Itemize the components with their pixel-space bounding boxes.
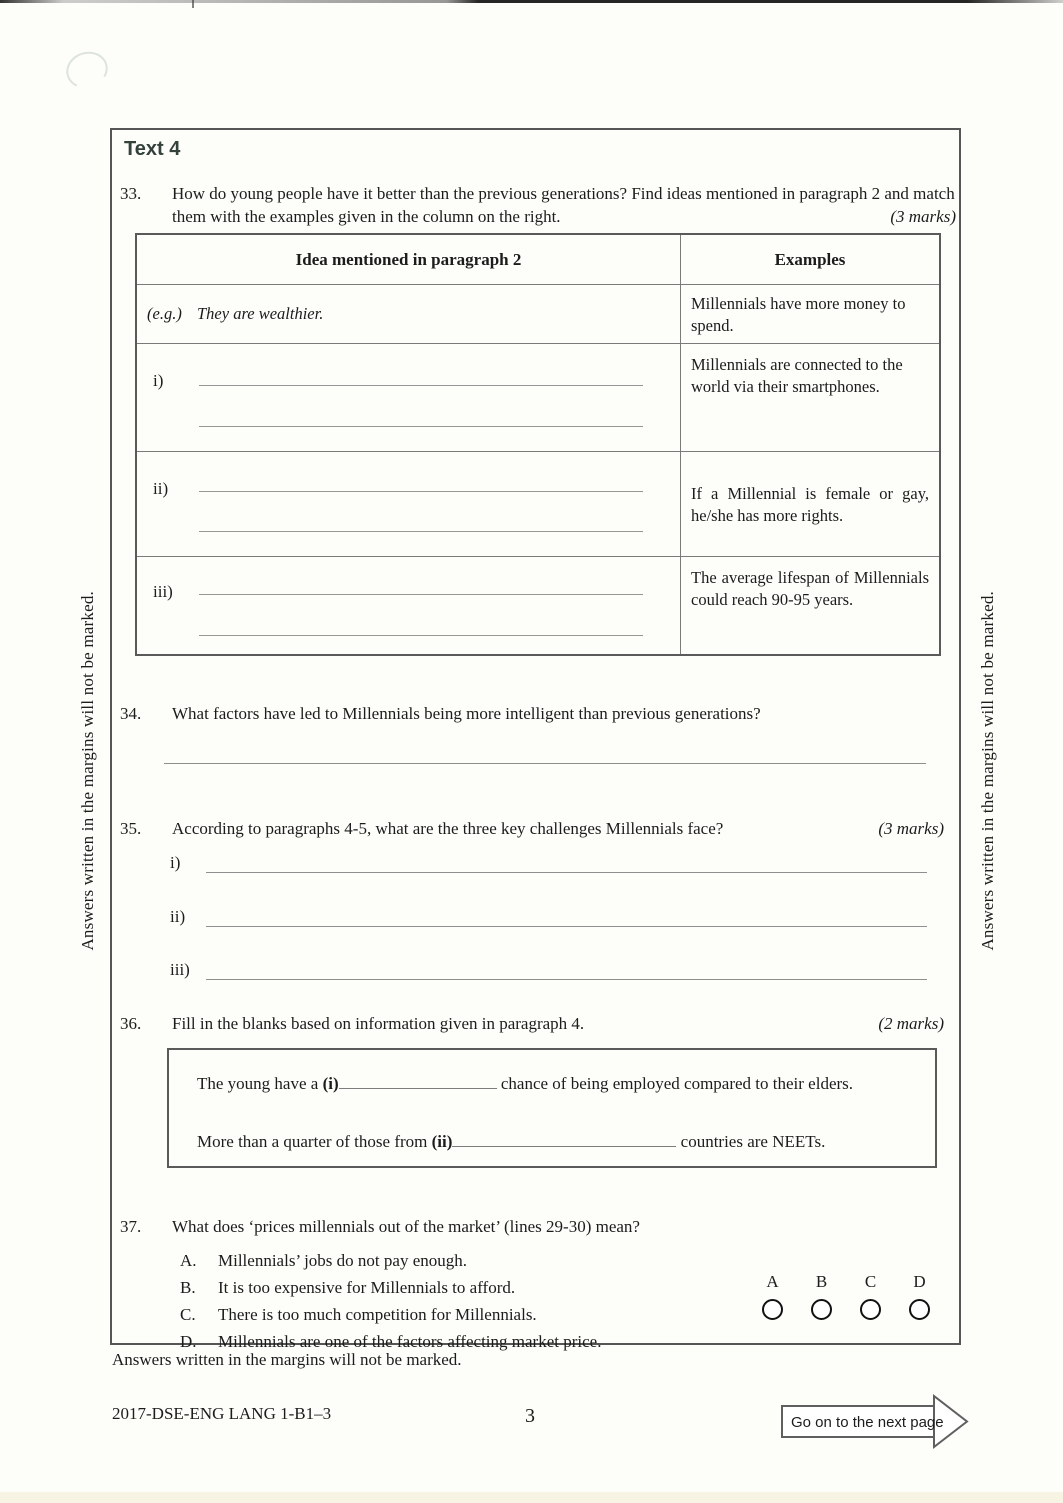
answer-line[interactable] xyxy=(164,763,926,764)
section-title: Text 4 xyxy=(124,138,181,160)
table-header-examples xyxy=(680,235,939,284)
question-37-options xyxy=(180,1247,740,1355)
answer-line[interactable] xyxy=(206,959,927,980)
question-36 xyxy=(120,1012,958,1035)
bubble-column-b xyxy=(797,1272,846,1320)
option-b-text: It is too expensive for Millennials to afford. xyxy=(218,1278,516,1297)
row-eg-idea-text: They are wealthier. xyxy=(197,304,324,323)
row-eg-example-text: Millennials have more money to spend. xyxy=(691,294,906,335)
table-row-ii-example xyxy=(680,451,939,556)
question-34-number: 34. xyxy=(120,704,142,723)
table-header-idea xyxy=(137,235,680,284)
question-37 xyxy=(120,1215,958,1238)
answer-line[interactable] xyxy=(206,906,927,927)
scan-bottom-strip xyxy=(0,1492,1063,1503)
table-row-iii-idea xyxy=(137,556,680,654)
bubble-label-c: C xyxy=(864,1272,877,1291)
question-34-text: What factors have led to Millennials being more intelligent than previous generations? xyxy=(172,704,761,723)
question-36-number: 36. xyxy=(120,1014,142,1033)
scan-tick-mark xyxy=(192,0,194,8)
fill-line-2-post: countries are NEETs. xyxy=(676,1132,826,1151)
question-36-text: Fill in the blanks based on information given in paragraph 4. xyxy=(172,1014,585,1033)
margin-note-left-text: Answers written in the margins will not be marked. xyxy=(78,591,97,951)
row-ii-label: ii) xyxy=(153,479,169,498)
question-33-marks: (3 marks) xyxy=(890,207,956,226)
table-row-ii-idea xyxy=(137,451,680,556)
fill-line-2-pre: More than a quarter of those from xyxy=(197,1132,432,1151)
answer-line[interactable] xyxy=(199,531,643,532)
option-c-text: There is too much competition for Millennials. xyxy=(218,1305,537,1324)
blank-field-ii[interactable] xyxy=(452,1133,676,1147)
content-border-box xyxy=(110,128,961,1351)
question-35-number: 35. xyxy=(120,819,142,838)
option-c xyxy=(180,1301,740,1328)
margin-note-right xyxy=(976,585,1000,957)
bubble-label-a: A xyxy=(766,1272,779,1291)
answer-line[interactable] xyxy=(199,426,643,427)
paper-code: 2017-DSE-ENG LANG 1-B1–3 xyxy=(112,1404,332,1423)
pencil-arc-mark xyxy=(61,46,112,93)
answer-line[interactable] xyxy=(206,852,927,873)
row-ii-example-text: If a Millennial is female or gay, he/she has more rights. xyxy=(691,484,929,525)
row-i-label: i) xyxy=(153,371,164,390)
page-number: 3 xyxy=(525,1405,535,1427)
matching-table xyxy=(135,233,941,656)
margin-note-right-text: Answers written in the margins will not be marked. xyxy=(978,591,997,951)
option-d-label: D. xyxy=(180,1332,197,1351)
option-d-text: Millennials are one of the factors affecting market price. xyxy=(218,1332,602,1351)
q35-item-ii-label: ii) xyxy=(170,907,186,926)
bubble-a[interactable] xyxy=(762,1299,783,1320)
blank-field-i[interactable] xyxy=(339,1075,497,1089)
fill-in-box xyxy=(167,1048,937,1168)
margin-note-bottom: Answers written in the margins will not be marked. xyxy=(112,1350,462,1369)
table-row-example-example xyxy=(680,284,939,343)
bubble-b[interactable] xyxy=(811,1299,832,1320)
option-b xyxy=(180,1274,740,1301)
option-c-label: C. xyxy=(180,1305,196,1324)
next-page-label: Go on to the next page xyxy=(791,1414,944,1431)
table-row-i-example xyxy=(680,343,939,451)
bubble-c[interactable] xyxy=(860,1299,881,1320)
margin-note-left xyxy=(76,585,100,957)
bubble-label-b: B xyxy=(815,1272,828,1291)
bubble-column-d xyxy=(895,1272,944,1320)
next-page-arrow xyxy=(780,1393,970,1451)
option-a-text: Millennials’ jobs do not pay enough. xyxy=(218,1251,467,1270)
question-35 xyxy=(120,817,958,840)
question-33-text: How do young people have it better than the previous generations? Find ideas mentioned in paragraph 2 and match them with the examples given in the column on the right. xyxy=(172,184,955,226)
scan-edge-line xyxy=(0,0,1063,3)
question-36-marks: (2 marks) xyxy=(878,1014,944,1033)
table-row-example-idea xyxy=(137,284,680,343)
q35-item-iii-label: iii) xyxy=(170,960,190,979)
bubble-column-a xyxy=(748,1272,797,1320)
q35-item-i xyxy=(170,852,927,873)
option-a-label: A. xyxy=(180,1251,197,1270)
answer-bubbles xyxy=(748,1272,944,1320)
fill-line-1 xyxy=(197,1074,853,1094)
bubble-label-d: D xyxy=(913,1272,926,1291)
fill-line-2 xyxy=(197,1132,825,1152)
table-header-idea-text: Idea mentioned in paragraph 2 xyxy=(295,249,522,269)
fill-line-1-label: (i) xyxy=(322,1074,339,1093)
question-35-text: According to paragraphs 4-5, what are the three key challenges Millennials face? xyxy=(172,819,724,838)
bubble-column-c xyxy=(846,1272,895,1320)
answer-line[interactable] xyxy=(199,491,643,492)
answer-line[interactable] xyxy=(199,385,643,386)
bubble-d[interactable] xyxy=(909,1299,930,1320)
q35-item-iii xyxy=(170,959,927,980)
table-row-iii-example xyxy=(680,556,939,654)
q35-item-ii xyxy=(170,906,927,927)
question-34 xyxy=(120,702,958,764)
answer-line[interactable] xyxy=(199,594,643,595)
question-37-number: 37. xyxy=(120,1217,142,1236)
answer-line[interactable] xyxy=(199,635,643,636)
row-eg-label: (e.g.) xyxy=(147,304,182,323)
row-iii-label: iii) xyxy=(153,582,173,601)
q35-item-i-label: i) xyxy=(170,853,181,872)
question-33-number: 33. xyxy=(120,184,142,203)
row-i-example-text: Millennials are connected to the world via their smartphones. xyxy=(691,355,903,396)
fill-line-2-label: (ii) xyxy=(431,1132,453,1151)
fill-line-1-post: chance of being employed compared to their elders. xyxy=(496,1074,854,1093)
fill-line-1-pre: The young have a xyxy=(197,1074,323,1093)
option-a xyxy=(180,1247,740,1274)
option-b-label: B. xyxy=(180,1278,196,1297)
table-row-i-idea xyxy=(137,343,680,451)
row-iii-example-text: The average lifespan of Millennials could reach 90-95 years. xyxy=(691,568,929,609)
question-37-text: What does ‘prices millennials out of the market’ (lines 29-30) mean? xyxy=(172,1217,640,1236)
table-header-examples-text: Examples xyxy=(774,249,846,269)
question-35-marks: (3 marks) xyxy=(878,819,944,838)
question-33 xyxy=(120,182,958,228)
